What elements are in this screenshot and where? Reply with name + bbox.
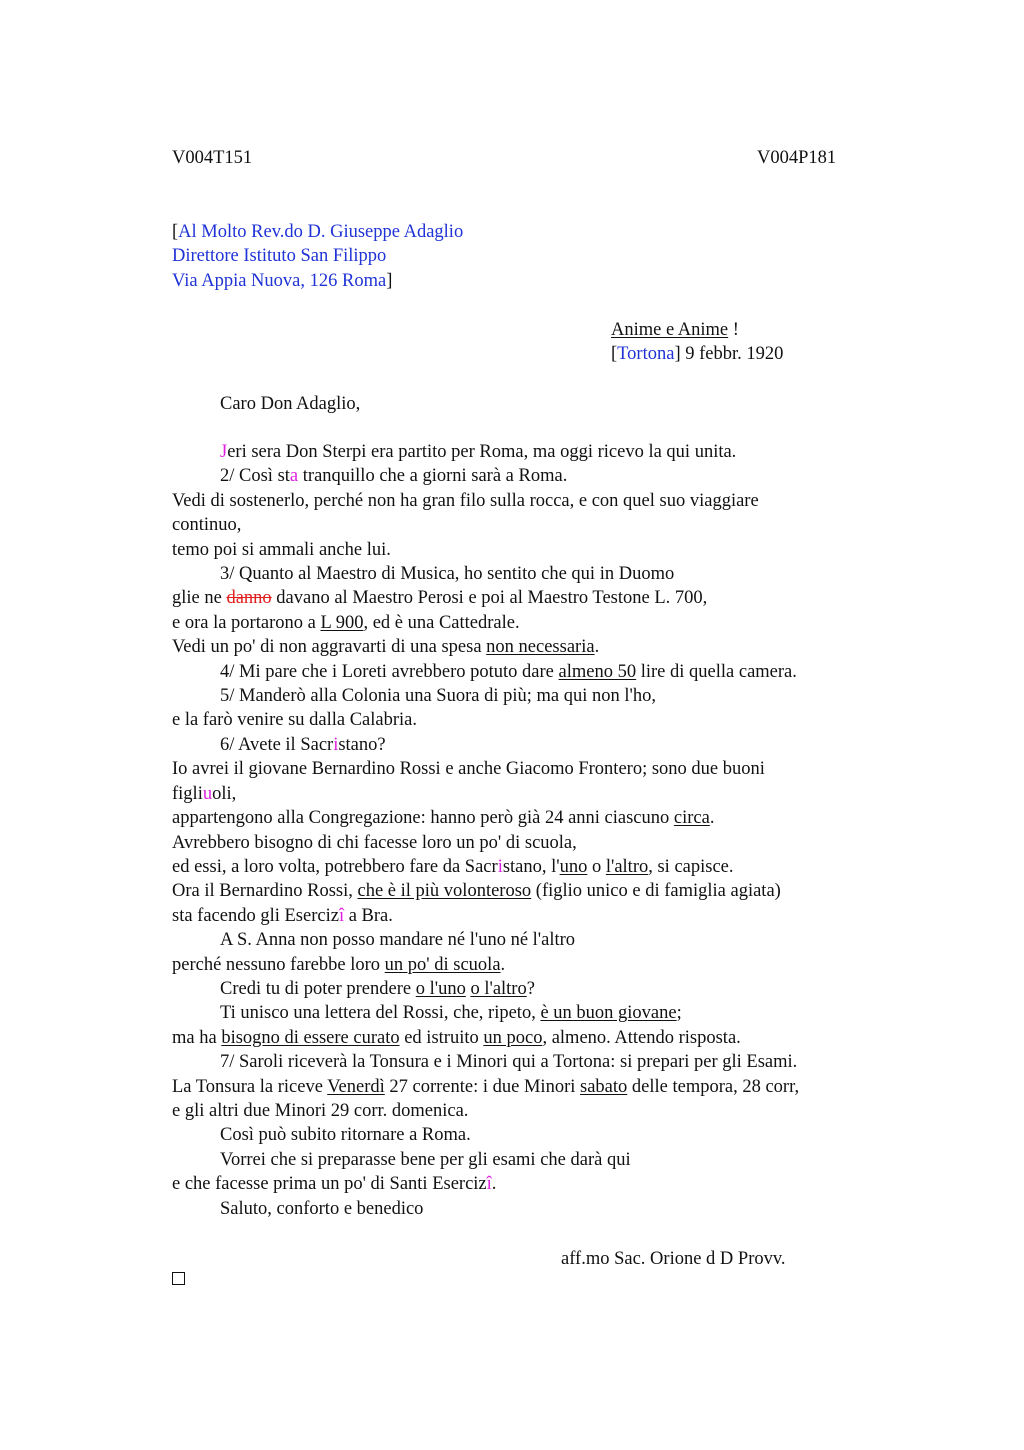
document-code-right: V004P181	[757, 148, 837, 168]
body-line	[172, 806, 892, 830]
body-line	[172, 879, 892, 903]
body-line	[172, 538, 892, 562]
body-text: Saluto, conforto e benedico	[220, 1198, 424, 1219]
body-line	[172, 611, 892, 635]
body-line	[172, 635, 892, 659]
body-line	[172, 1001, 892, 1025]
body-text: eri sera Don Sterpi era partito per Roma, ma oggi ricevo la qui unita.	[227, 442, 737, 462]
address-line-1: Al Molto Rev.do D. Giuseppe Adaglio	[178, 222, 464, 242]
body-line	[172, 1197, 892, 1221]
body-line	[172, 831, 892, 855]
body-text: 5/ Manderò alla Colonia una Suora di più; ma qui non l'ho,	[220, 686, 656, 707]
body-text: tranquillo che a giorni sarà a Roma.	[298, 466, 568, 487]
body-line	[172, 1148, 892, 1172]
body-text: 2/ Così st	[220, 466, 290, 487]
body-text: a Bra.	[344, 905, 393, 926]
underlined-text: Venerdì	[327, 1076, 385, 1097]
corrected-letter: i	[497, 856, 503, 877]
letter-body	[172, 440, 892, 1221]
body-line	[172, 513, 892, 537]
corrected-letter: î	[338, 905, 345, 926]
body-text: e ora la portarono a	[172, 612, 321, 633]
body-text: ed istruito	[399, 1027, 484, 1048]
corrected-letter: a	[289, 466, 299, 487]
body-text: sta facendo gli Eserciz	[172, 905, 339, 926]
body-text: e la farò venire su dalla Calabria.	[172, 710, 418, 731]
body-line	[172, 904, 892, 928]
underlined-text: che è il più volonteroso	[357, 881, 532, 902]
body-text: figli	[172, 783, 203, 804]
body-line	[172, 684, 892, 708]
underlined-text: almeno 50	[558, 661, 637, 682]
body-text: 3/ Quanto al Maestro di Musica, ho sentito che qui in Duomo	[220, 564, 675, 585]
checkbox-square-icon	[172, 1272, 185, 1285]
body-text: .	[491, 1174, 497, 1195]
body-text: appartengono alla Congregazione: hanno però già 24 anni ciascuno	[172, 808, 674, 829]
address-bracket-open: [	[172, 222, 179, 242]
body-line	[172, 757, 892, 781]
body-text: .	[594, 637, 600, 658]
motto-text: Anime e Anime	[611, 320, 729, 340]
body-line	[172, 928, 892, 952]
deleted-text: danno	[226, 588, 272, 609]
motto-and-date	[611, 318, 783, 367]
body-text: 6/ Avete il Sacr	[220, 734, 334, 755]
body-text: Vorrei che si preparasse bene per gli esami che darà qui	[220, 1149, 631, 1170]
body-text: Io avrei il giovane Bernardino Rossi e anche Giacomo Frontero; sono due buoni	[172, 759, 765, 780]
document-code-left: V004T151	[172, 148, 253, 168]
body-line	[172, 1050, 892, 1074]
body-text: Vedi di sostenerlo, perché non ha gran filo sulla rocca, e con quel suo viaggiare	[172, 490, 759, 511]
motto-exclaim: !	[728, 320, 739, 340]
place-bracket-open: [	[611, 344, 618, 365]
body-line	[172, 1123, 892, 1147]
body-text: , almeno. Attendo risposta.	[542, 1027, 741, 1048]
body-text: Così può subito ritornare a Roma.	[220, 1125, 471, 1146]
address-line-2: Direttore Istituto San Filippo	[172, 246, 387, 267]
underlined-text: sabato	[580, 1076, 628, 1097]
address-line-3: Via Appia Nuova, 126 Roma	[172, 270, 387, 291]
body-line	[172, 953, 892, 977]
address-bracket-close: ]	[386, 270, 393, 291]
body-text: 27 corrente: i due Minori	[384, 1076, 580, 1097]
body-text: e che facesse prima un po' di Santi Eserciz	[172, 1174, 487, 1195]
underlined-text: non necessaria	[486, 637, 595, 658]
body-text: .	[709, 808, 715, 829]
body-text: (figlio unico e di famiglia agiata)	[531, 881, 781, 902]
underlined-text: uno	[559, 856, 588, 877]
body-line	[172, 782, 892, 806]
body-text: , ed è una Cattedrale.	[363, 612, 520, 633]
body-text: 4/ Mi pare che i Loreti avrebbero potuto dare	[220, 661, 559, 682]
greeting: Caro Don Adaglio,	[220, 394, 361, 414]
body-line	[172, 733, 892, 757]
body-text: ;	[676, 1003, 682, 1024]
body-line	[172, 440, 892, 464]
corrected-letter: J	[220, 442, 228, 462]
recipient-address	[172, 220, 463, 293]
body-text: oli,	[212, 783, 237, 804]
body-line	[172, 1099, 892, 1123]
underlined-text: è un buon giovane	[540, 1003, 677, 1024]
underlined-text: un poco	[483, 1027, 543, 1048]
body-text: Ti unisco una lettera del Rossi, che, ripeto,	[220, 1003, 541, 1024]
underlined-text: circa	[673, 808, 710, 829]
body-text: Vedi un po' di non aggravarti di una spesa	[172, 637, 487, 658]
body-line	[172, 977, 892, 1001]
body-text: Avrebbero bisogno di chi facesse loro un po' di scuola,	[172, 832, 577, 853]
body-line	[172, 489, 892, 513]
body-text: , si capisce.	[648, 856, 734, 877]
body-text: A S. Anna non posso mandare né l'uno né l'altro	[220, 930, 576, 951]
body-text: ma ha	[172, 1027, 222, 1048]
body-text: ?	[526, 978, 535, 999]
underlined-text: o l'altro	[470, 978, 527, 999]
body-text: perché nessuno farebbe loro	[172, 954, 385, 975]
body-text: continuo,	[172, 515, 242, 536]
body-line	[172, 586, 892, 610]
body-line	[172, 562, 892, 586]
body-text: lire di quella camera.	[636, 661, 797, 682]
body-text: Ora il Bernardino Rossi,	[172, 881, 358, 902]
body-line	[172, 1172, 892, 1196]
place-bracket-close: ]	[674, 344, 681, 365]
corrected-letter: î	[486, 1174, 492, 1195]
underlined-text: L 900	[320, 612, 364, 633]
underlined-text: o l'uno	[415, 978, 466, 999]
body-text: stano, l'	[502, 856, 560, 877]
body-line	[172, 464, 892, 488]
signature: aff.mo Sac. Orione d D Provv.	[561, 1249, 786, 1269]
body-text: 7/ Saroli riceverà la Tonsura e i Minori qui a Tortona: si prepari per gli Esami.	[220, 1052, 798, 1073]
underlined-text: un po' di scuola	[384, 954, 501, 975]
body-line	[172, 708, 892, 732]
body-text: temo poi si ammali anche lui.	[172, 539, 391, 560]
corrected-letter: u	[202, 783, 213, 804]
corrected-letter: i	[333, 734, 339, 755]
body-text: La Tonsura la riceve	[172, 1076, 328, 1097]
body-text: Credi tu di poter prendere	[220, 978, 416, 999]
body-line	[172, 1075, 892, 1099]
body-line	[172, 660, 892, 684]
body-text: davano al Maestro Perosi e poi al Maestro Testone L. 700,	[271, 588, 708, 609]
body-text: glie ne	[172, 588, 227, 609]
letter-date: 9 febbr. 1920	[680, 344, 784, 365]
body-text: o	[587, 856, 606, 877]
place-name: Tortona	[617, 344, 675, 365]
body-line	[172, 855, 892, 879]
body-text: e gli altri due Minori 29 corr. domenica.	[172, 1100, 469, 1121]
body-text: .	[500, 954, 506, 975]
body-text: ed essi, a loro volta, potrebbero fare da Sacr	[172, 856, 498, 877]
underlined-text: bisogno di essere curato	[221, 1027, 400, 1048]
underlined-text: l'altro	[605, 856, 649, 877]
body-text: delle tempora, 28 corr,	[627, 1076, 800, 1097]
body-text: stano?	[338, 734, 386, 755]
body-line	[172, 1026, 892, 1050]
